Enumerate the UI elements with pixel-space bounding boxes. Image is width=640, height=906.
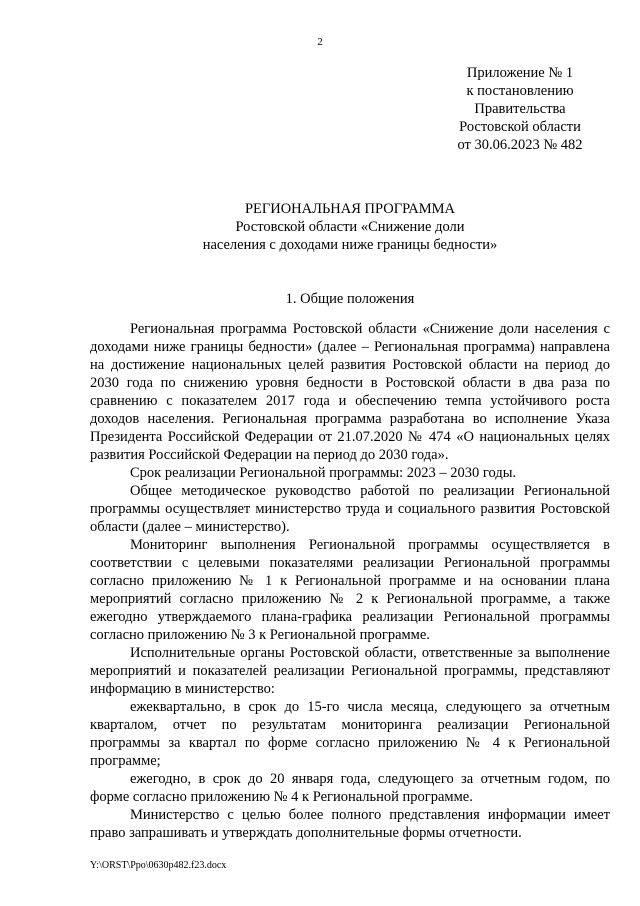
appendix-line-4: Ростовской области <box>459 119 581 135</box>
appendix-reference <box>440 64 600 154</box>
appendix-line-1: Приложение № 1 <box>466 65 574 81</box>
paragraph-quarterly: ежеквартально, в срок до 15-го числа месяца, следующего за отчетным кварталом, отчет по результатам мониторинга реализации Региональной программы за квартал по форме согласно приложению № 4 к Региональной программе; <box>90 699 610 769</box>
appendix-line-2: к постановлению <box>466 83 574 99</box>
section-body <box>90 320 610 842</box>
program-title: РЕГИОНАЛЬНАЯ ПРОГРАММА <box>244 201 456 217</box>
program-subtitle-line-2: населения с доходами ниже границы бедности» <box>202 237 498 253</box>
paragraph-monitoring: Мониторинг выполнения Региональной программы осуществляется в соответствии с целевыми показателями реализации Региональной программы согласно приложению № 1 к Региональной программе и на основании плана мероприятий согласно приложению № 2 к Региональной программе, а также ежегодно утверждаемого плана-графика реализации Региональной программы согласно приложению № 3 к Региональной программе. <box>90 537 610 643</box>
footer-file-path: Y:\ORST\Ppo\0630p482.f23.docx <box>90 860 227 871</box>
paragraph-annually: ежегодно, в срок до 20 января года, следующего за отчетным годом, по форме согласно приложению № 4 к Региональной программе. <box>90 771 610 805</box>
program-title-block <box>90 200 610 254</box>
paragraph-intro: Региональная программа Ростовской области «Снижение доли населения с доходами ниже границы бедности» (далее – Региональная программа) направлена на достижение национальных целей развития Ростовской области на период до 2030 года по снижению уровня бедности в Ростовской области в два раза по сравнению с показателем 2017 года и обеспечению темпа устойчивого роста доходов населения. Региональная программа разработана во исполнение Указа Президента Российской Федерации от 21.07.2020 № 474 «О национальных целях развития Российской Федерации на период до 2030 года». <box>90 321 610 463</box>
page-number: 2 <box>317 36 323 48</box>
paragraph-management: Общее методическое руководство работой по реализации Региональной программы осуществляет министерство труда и социального развития Ростовской области (далее – министерство). <box>90 483 610 535</box>
section-heading: 1. Общие положения <box>285 291 415 307</box>
appendix-line-5: от 30.06.2023 № 482 <box>457 137 583 153</box>
program-subtitle-line-1: Ростовской области «Снижение доли <box>235 219 465 235</box>
appendix-line-3: Правительства <box>474 101 566 117</box>
paragraph-executive-bodies: Исполнительные органы Ростовской области, ответственные за выполнение мероприятий и показателей реализации Региональной программы, представляют информацию в министерство: <box>90 645 610 697</box>
paragraph-term: Срок реализации Региональной программы: 2023 – 2030 годы. <box>130 465 517 481</box>
paragraph-ministry-rights: Министерство с целью более полного представления информации имеет право запрашивать и утверждать дополнительные формы отчетности. <box>90 807 610 841</box>
